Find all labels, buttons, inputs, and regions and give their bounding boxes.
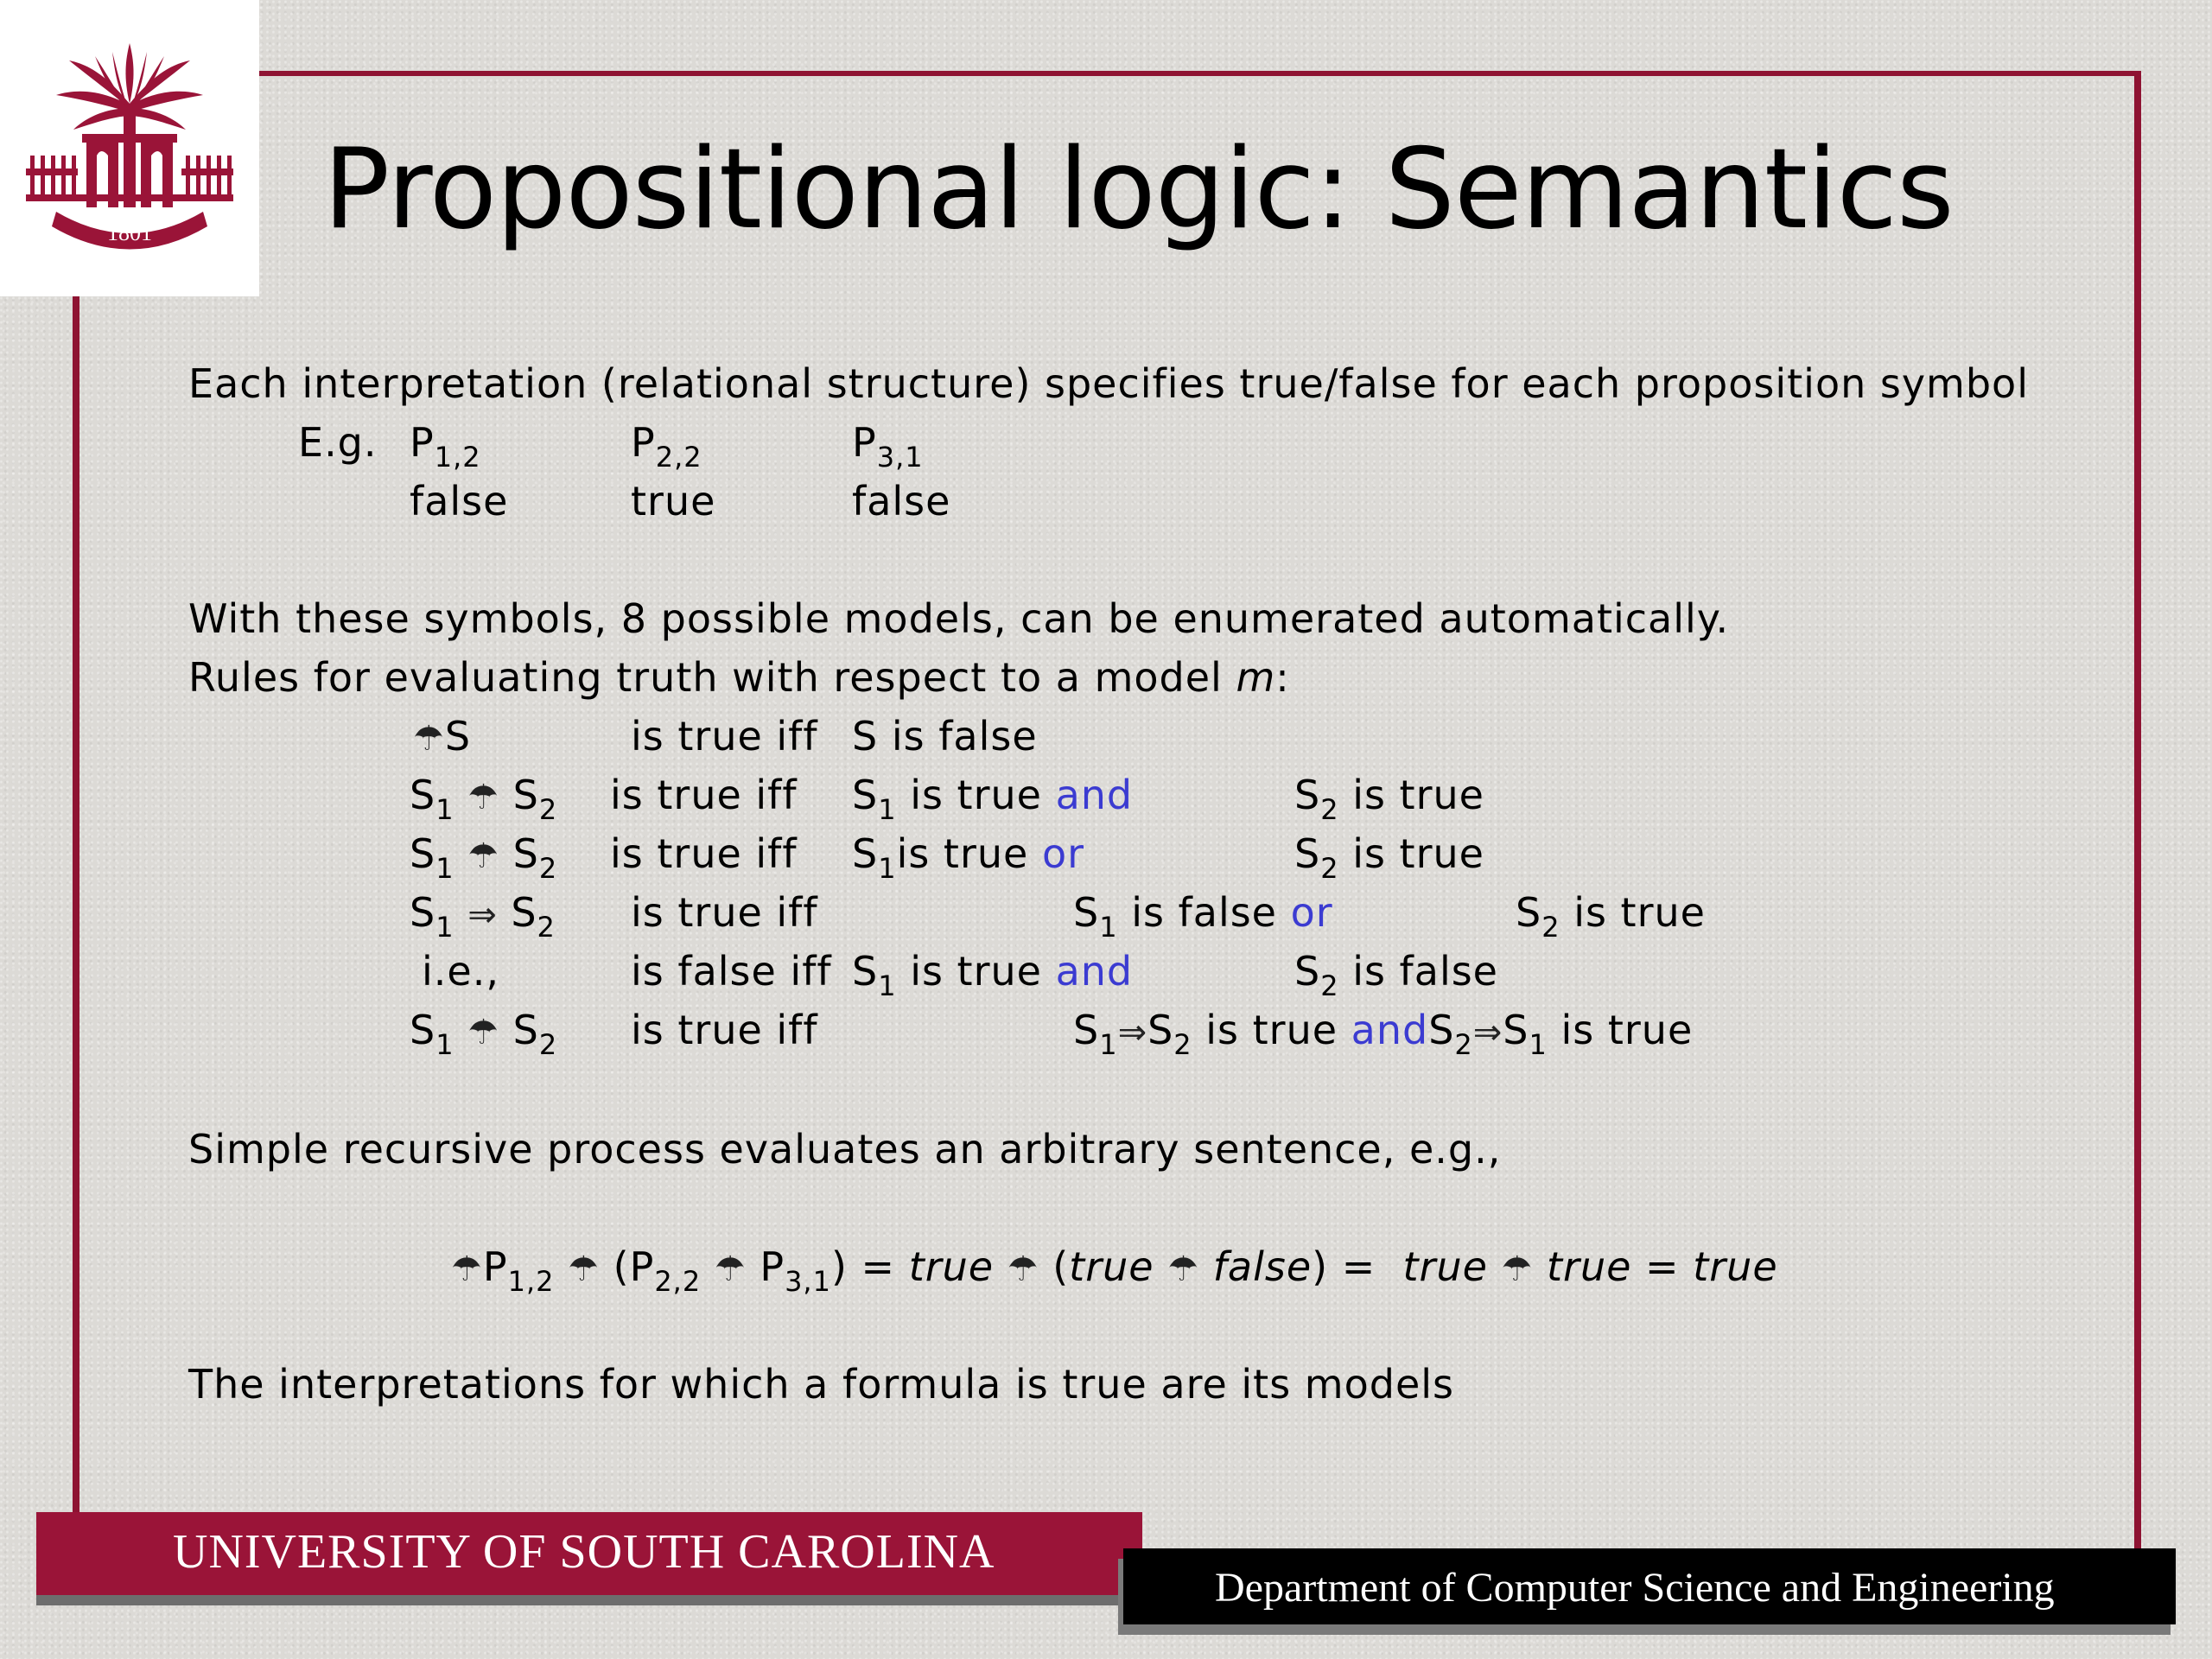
frame-right-border [2134,71,2141,1557]
department-name: Department of Computer Science and Engineering [1215,1565,2055,1611]
and-symbol-icon: ☂ [1007,1249,1039,1289]
example-symbol-p22: $P_{2,2}$ [631,419,702,474]
rule-and-rhs: $S_1$ is true and [852,772,1134,826]
implies-symbol-icon: ⇒ [1472,1013,1503,1052]
rule-and-lhs: $S_1$ ☂ $S_2$ [410,772,558,826]
example-label: E.g. [298,419,378,466]
rule-ie-rhs: $S_1$ is true and [852,948,1134,1002]
rule-implies-lhs: $S_1$ ⇒ $S_2$ [410,889,556,944]
example-value-p31: false [852,478,951,524]
rule-implies-rhs2: $S_2$ is true [1516,889,1706,944]
or-symbol-icon: ☂ [714,1249,747,1289]
university-banner [36,1512,1142,1595]
not-symbol-icon: ☂ [413,719,445,759]
palmetto-logo-icon [22,26,238,268]
example-formula: $☂P_{1,2}$ ☂ ($P_{2,2}$ ☂ $P_{3,1}$) = true ☂ (true ☂ false) = true ☂ true = true [451,1243,1778,1298]
and-symbol-icon: ☂ [568,1249,600,1289]
and-symbol-icon: ☂ [467,778,500,817]
department-banner [1123,1548,2176,1624]
example-value-p22: true [631,478,716,524]
rule-not-iff: is true iff [631,713,818,760]
rule-ie-iff: is false iff [631,948,832,995]
university-name: UNIVERSITY OF SOUTH CAROLINA [173,1525,995,1579]
rule-ie-label: i.e., [422,948,499,995]
rule-or-rhs: $S_1is$ true or [852,830,1085,885]
rule-not-rhs: S is false [852,713,1038,760]
frame-left-border [73,285,79,1521]
frame-top-border [259,71,2141,76]
svg-text:1801: 1801 [107,220,152,245]
or-symbol-icon: ☂ [1167,1249,1200,1289]
example-value-p12: false [410,478,509,524]
example-symbol-p31: $P_{3,1}$ [852,419,924,474]
rule-and-rhs2: $S_2$ is true [1294,772,1484,826]
rule-iff-iff: is true iff [631,1007,818,1053]
implies-symbol-icon: ⇒ [467,895,498,935]
rule-iff-rhs: $S_1\Rightarrow S_2$ is true $andS_2\Rightarrow S_1$ is true [1073,1007,1694,1061]
models-definition-text: The interpretations for which a formula is true are its models [188,1361,1454,1408]
rules-intro-text: Rules for evaluating truth with respect to a model m: [188,654,1290,701]
rule-ie-rhs2: $S_2$ is false [1294,948,1498,1002]
rule-implies-rhs: $S_1$ is false or [1073,889,1333,944]
not-symbol-icon: ☂ [451,1249,483,1289]
biconditional-symbol-icon: ☂ [467,1013,500,1052]
or-symbol-icon: ☂ [467,836,500,876]
rule-iff-lhs: $S_1$ ☂ $S_2$ [410,1007,558,1061]
implies-symbol-icon: ⇒ [1117,1013,1148,1052]
rule-or-lhs: $S_1$ ☂ $S_2$ [410,830,558,885]
rule-not-lhs: ☂S [413,710,471,765]
models-count-text: With these symbols, 8 possible models, can be enumerated automatically. [188,595,1730,642]
page-title: Propositional logic: Semantics [323,125,1954,254]
example-symbol-p12: $P_{1,2}$ [410,419,481,474]
rule-or-iff: is true iff [610,830,798,877]
rule-or-rhs2: $S_2$ is true [1294,830,1484,885]
university-logo [0,0,259,296]
intro-text: Each interpretation (relational structure) specifies true/false for each proposition symbol [188,360,2029,407]
recursive-text: Simple recursive process evaluates an arbitrary sentence, e.g., [188,1126,1502,1173]
and-symbol-icon: ☂ [1501,1249,1534,1289]
rule-and-iff: is true iff [610,772,798,818]
rule-implies-iff: is true iff [631,889,818,936]
